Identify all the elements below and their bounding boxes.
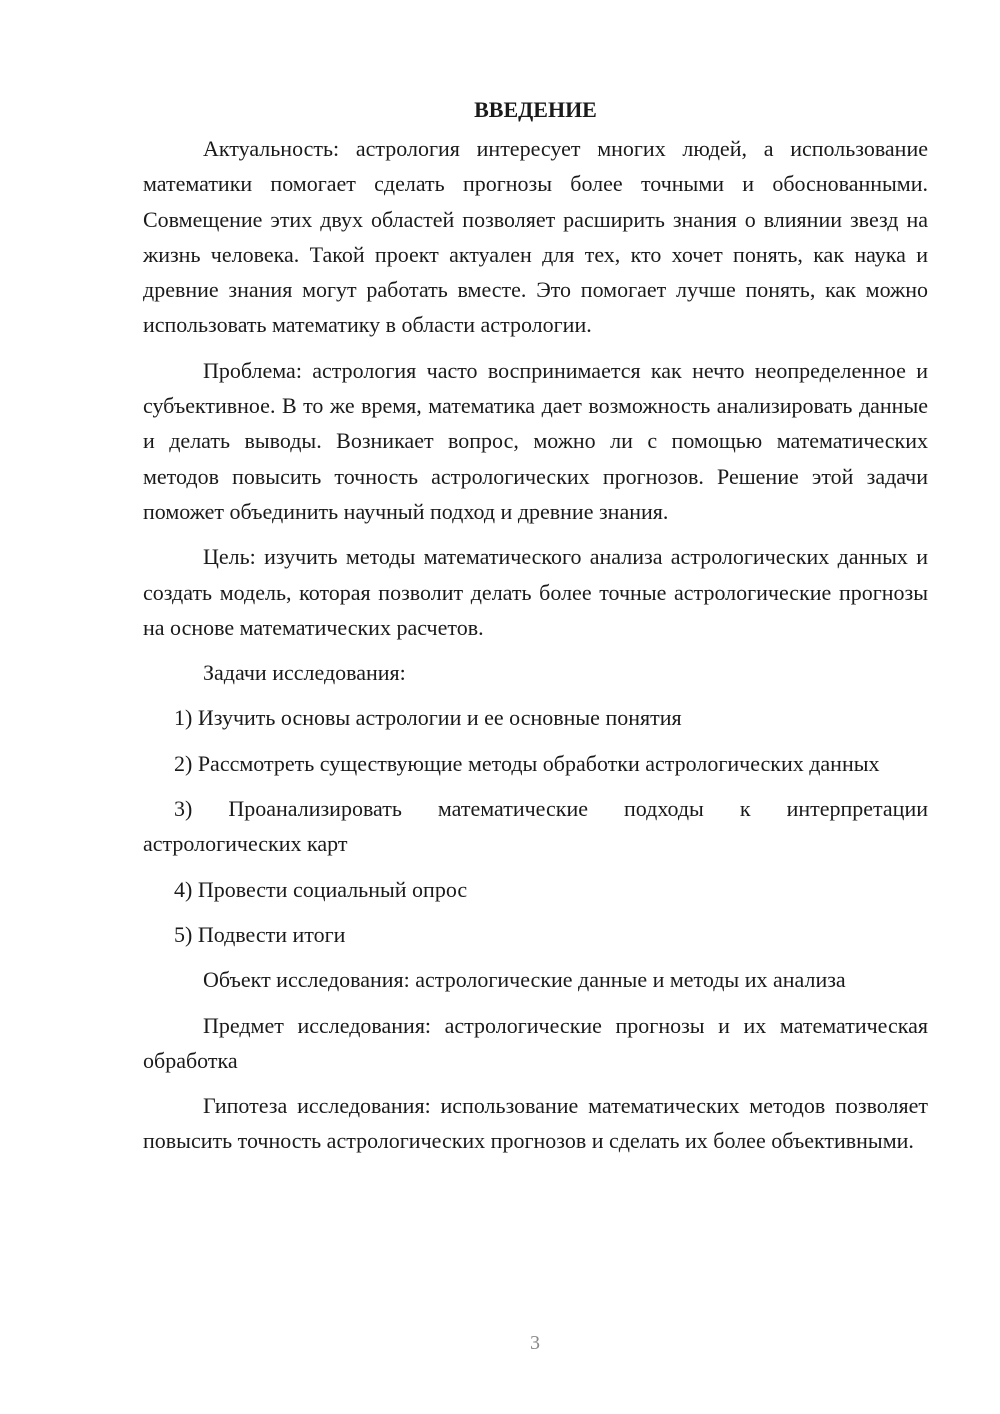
- section-heading: ВВЕДЕНИЕ: [474, 97, 597, 122]
- page-number: 3: [530, 1332, 540, 1354]
- task-item-3: 3) Проанализировать математические подходы к интерпретации астрологических карт: [143, 796, 928, 857]
- task-item-2: 2) Рассмотреть существующие методы обработки астрологических данных: [174, 750, 880, 776]
- tasks-title: Задачи исследования:: [203, 660, 406, 686]
- paragraph-problem: Проблема: астрология часто воспринимается как нечто неопределенное и субъективное. В то же время, математика дает возможность анализировать данные и делать выводы. Возникает вопрос, можно ли с помощью математических методов повысить точность астрологических прогнозов. Решение этой задачи поможет объединить научный подход и древние знания.: [143, 357, 928, 524]
- paragraph-hypothesis: Гипотеза исследования: использование математических методов позволяет повысить точность астрологических прогнозов и сделать их более объективными.: [143, 1093, 928, 1154]
- paragraph-goal: Цель: изучить методы математического анализа астрологических данных и создать модель, которая позволит делать более точные астрологические прогнозы на основе математических расчетов.: [143, 544, 928, 640]
- paragraph-relevance: Актуальность: астрология интересует многих людей, а использование математики помогает сделать прогнозы более точными и обоснованными. Совмещение этих двух областей позволяет расширить знания о влиянии звезд на жизнь человека. Такой проект актуален для тех, кто хочет понять, как наука и древние знания могут работать вместе. Это помогает лучше понять, как можно использовать математику в области астрологии.: [143, 136, 928, 338]
- task-item-5: 5) Подвести итоги: [174, 921, 346, 947]
- paragraph-object: Объект исследования: астрологические данные и методы их анализа: [203, 967, 846, 993]
- task-item-4: 4) Провести социальный опрос: [174, 876, 468, 902]
- paragraph-subject: Предмет исследования: астрологические прогнозы и их математическая обработка: [143, 1012, 928, 1073]
- document-page: [143, 92, 928, 1169]
- task-item-1: 1) Изучить основы астрологии и ее основные понятия: [174, 705, 682, 731]
